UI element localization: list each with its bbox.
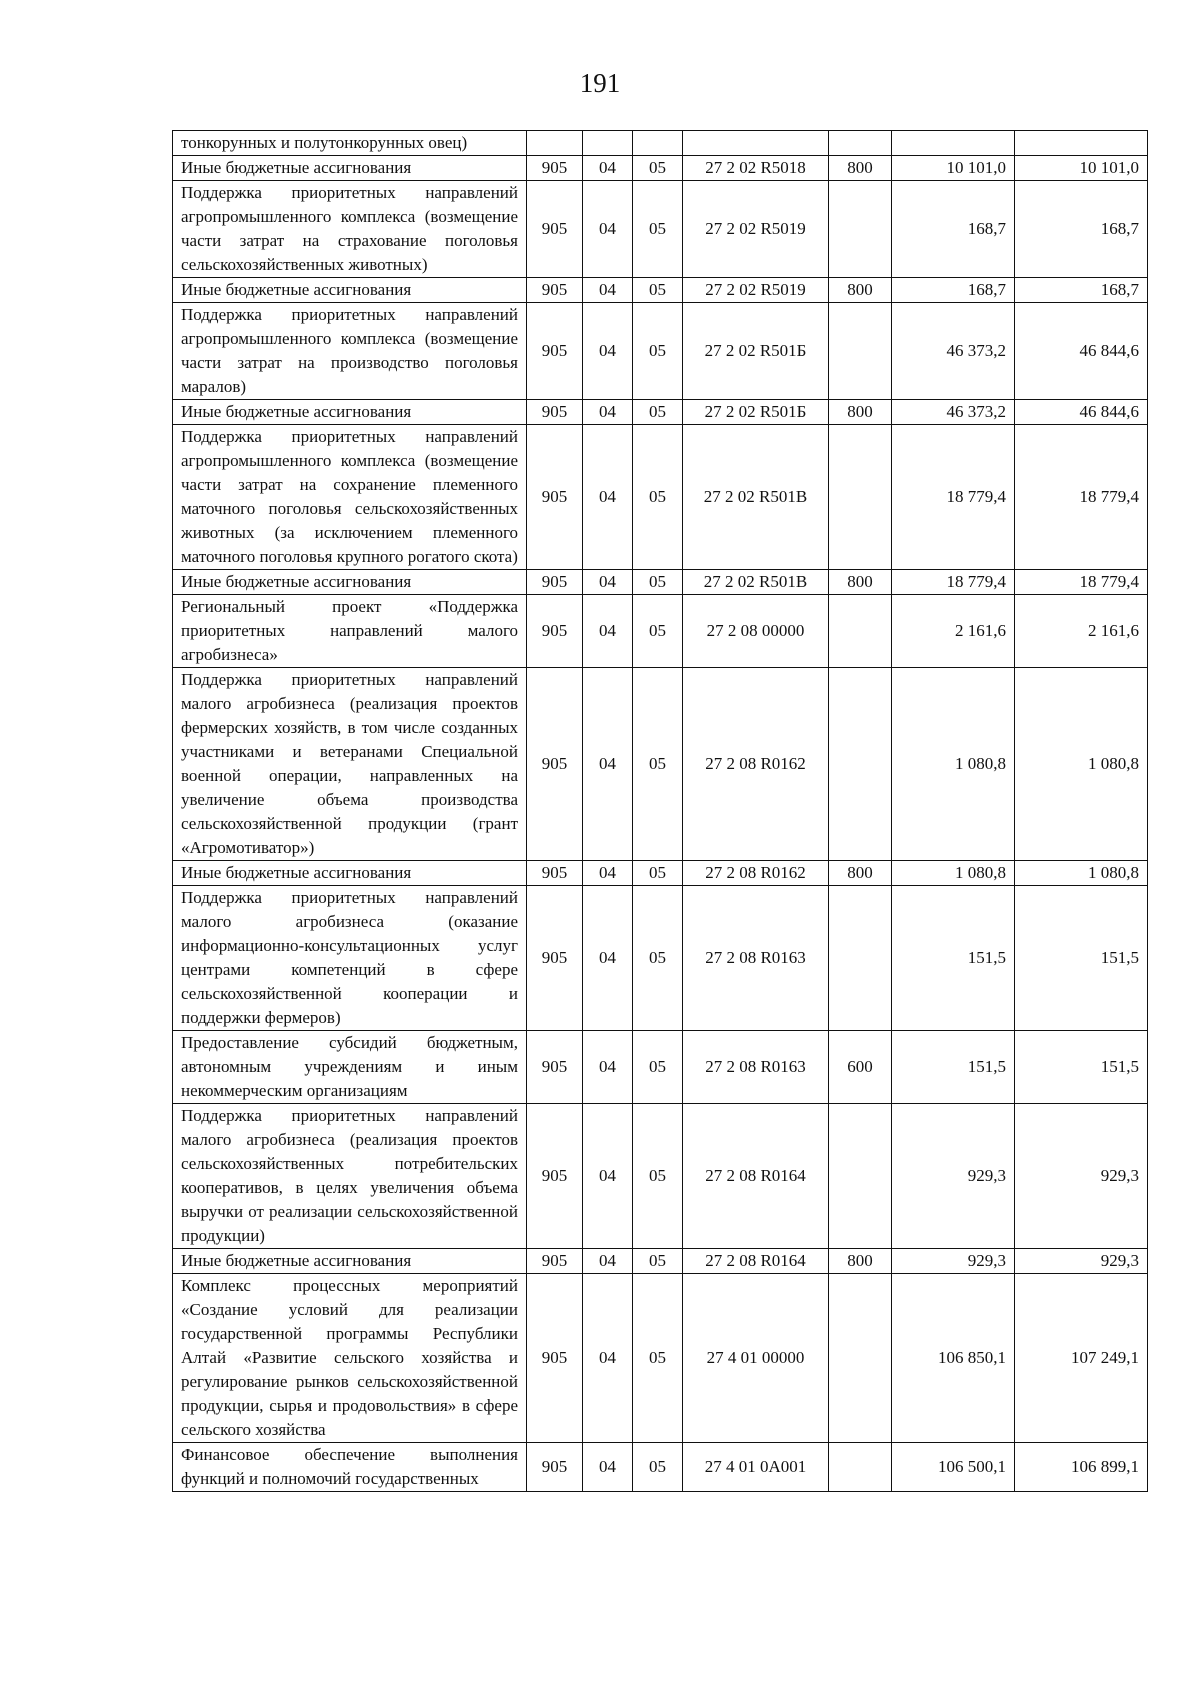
section-code-cell: 04	[583, 1031, 633, 1104]
admin-code-cell: 905	[527, 1031, 583, 1104]
budget-table	[172, 130, 1148, 1492]
table-row	[173, 278, 1148, 303]
target-article-cell: 27 4 01 0А001	[683, 1443, 829, 1492]
section-code-cell: 04	[583, 425, 633, 570]
section-code-cell: 04	[583, 595, 633, 668]
table-row	[173, 861, 1148, 886]
row-name-cell: Поддержка приоритетных направлений малого агробизнеса (реализация проектов сельскохозяйственных потребительских кооперативов, в целях увеличения объема выручки от реализации сельскохозяйственной продукции)	[173, 1104, 527, 1249]
subsection-code-cell: 05	[633, 1249, 683, 1274]
row-name-cell: Комплекс процессных мероприятий «Создание условий для реализации государственной программы Республики Алтай «Развитие сельского хозяйства и регулирование рынков сельскохозяйственной продукции, сырья и продовольствия» в сфере сельского хозяйства	[173, 1274, 527, 1443]
table-row	[173, 400, 1148, 425]
expense-type-cell: 600	[829, 1031, 892, 1104]
admin-code-cell: 905	[527, 1274, 583, 1443]
amount-year1-cell	[892, 131, 1015, 156]
expense-type-cell	[829, 668, 892, 861]
section-code-cell: 04	[583, 861, 633, 886]
subsection-code-cell: 05	[633, 1031, 683, 1104]
section-code-cell: 04	[583, 570, 633, 595]
section-code-cell: 04	[583, 400, 633, 425]
amount-year1-cell: 1 080,8	[892, 668, 1015, 861]
subsection-code-cell: 05	[633, 595, 683, 668]
table-row	[173, 886, 1148, 1031]
target-article-cell: 27 4 01 00000	[683, 1274, 829, 1443]
admin-code-cell	[527, 131, 583, 156]
target-article-cell: 27 2 08 R0164	[683, 1104, 829, 1249]
subsection-code-cell: 05	[633, 278, 683, 303]
row-name-cell: Поддержка приоритетных направлений агропромышленного комплекса (возмещение части затрат на производство поголовья маралов)	[173, 303, 527, 400]
table-row	[173, 668, 1148, 861]
amount-year1-cell: 46 373,2	[892, 303, 1015, 400]
admin-code-cell: 905	[527, 570, 583, 595]
amount-year2-cell: 18 779,4	[1015, 425, 1148, 570]
amount-year1-cell: 46 373,2	[892, 400, 1015, 425]
amount-year2-cell: 10 101,0	[1015, 156, 1148, 181]
expense-type-cell: 800	[829, 278, 892, 303]
subsection-code-cell: 05	[633, 668, 683, 861]
amount-year2-cell: 1 080,8	[1015, 668, 1148, 861]
subsection-code-cell: 05	[633, 886, 683, 1031]
expense-type-cell	[829, 303, 892, 400]
table-row	[173, 1443, 1148, 1492]
section-code-cell: 04	[583, 1443, 633, 1492]
table-row	[173, 1249, 1148, 1274]
section-code-cell: 04	[583, 156, 633, 181]
row-name-cell: Региональный проект «Поддержка приоритетных направлений малого агробизнеса»	[173, 595, 527, 668]
target-article-cell: 27 2 08 R0163	[683, 886, 829, 1031]
row-name-cell: Иные бюджетные ассигнования	[173, 278, 527, 303]
subsection-code-cell: 05	[633, 1274, 683, 1443]
amount-year1-cell: 10 101,0	[892, 156, 1015, 181]
table-row	[173, 595, 1148, 668]
amount-year1-cell: 106 850,1	[892, 1274, 1015, 1443]
amount-year1-cell: 929,3	[892, 1104, 1015, 1249]
section-code-cell: 04	[583, 1104, 633, 1249]
admin-code-cell: 905	[527, 668, 583, 861]
admin-code-cell: 905	[527, 861, 583, 886]
admin-code-cell: 905	[527, 886, 583, 1031]
admin-code-cell: 905	[527, 1249, 583, 1274]
amount-year1-cell: 106 500,1	[892, 1443, 1015, 1492]
amount-year2-cell: 2 161,6	[1015, 595, 1148, 668]
amount-year1-cell: 151,5	[892, 1031, 1015, 1104]
row-name-cell: Поддержка приоритетных направлений агропромышленного комплекса (возмещение части затрат на страхование поголовья сельскохозяйственных животных)	[173, 181, 527, 278]
target-article-cell: 27 2 02 R501В	[683, 570, 829, 595]
row-name-cell: Иные бюджетные ассигнования	[173, 861, 527, 886]
expense-type-cell	[829, 1104, 892, 1249]
target-article-cell	[683, 131, 829, 156]
table-row	[173, 131, 1148, 156]
page-number: 191	[579, 68, 621, 98]
amount-year2-cell: 168,7	[1015, 181, 1148, 278]
expense-type-cell: 800	[829, 861, 892, 886]
admin-code-cell: 905	[527, 1104, 583, 1249]
section-code-cell: 04	[583, 886, 633, 1031]
table-row	[173, 1031, 1148, 1104]
row-name-cell: Предоставление субсидий бюджетным, автономным учреждениям и иным некоммерческим организациям	[173, 1031, 527, 1104]
section-code-cell: 04	[583, 181, 633, 278]
expense-type-cell	[829, 1274, 892, 1443]
table-row	[173, 1104, 1148, 1249]
target-article-cell: 27 2 08 R0163	[683, 1031, 829, 1104]
subsection-code-cell: 05	[633, 1104, 683, 1249]
expense-type-cell	[829, 1443, 892, 1492]
amount-year1-cell: 168,7	[892, 181, 1015, 278]
section-code-cell: 04	[583, 1274, 633, 1443]
admin-code-cell: 905	[527, 1443, 583, 1492]
row-name-cell: Иные бюджетные ассигнования	[173, 156, 527, 181]
amount-year2-cell: 168,7	[1015, 278, 1148, 303]
amount-year2-cell: 1 080,8	[1015, 861, 1148, 886]
row-name-cell: Поддержка приоритетных направлений малого агробизнеса (реализация проектов фермерских хозяйств, в том числе созданных участниками и ветеранами Специальной военной операции, направленных на увеличение объема производства сельскохозяйственной продукции (грант «Агромотиватор»)	[173, 668, 527, 861]
amount-year1-cell: 151,5	[892, 886, 1015, 1031]
section-code-cell	[583, 131, 633, 156]
admin-code-cell: 905	[527, 400, 583, 425]
table-row	[173, 156, 1148, 181]
expense-type-cell	[829, 131, 892, 156]
row-name-cell: Поддержка приоритетных направлений малого агробизнеса (оказание информационно-консультационных услуг центрами компетенций в сфере сельскохозяйственной кооперации и поддержки фермеров)	[173, 886, 527, 1031]
admin-code-cell: 905	[527, 156, 583, 181]
subsection-code-cell	[633, 131, 683, 156]
target-article-cell: 27 2 02 R5019	[683, 181, 829, 278]
subsection-code-cell: 05	[633, 425, 683, 570]
expense-type-cell: 800	[829, 570, 892, 595]
expense-type-cell	[829, 886, 892, 1031]
table-row	[173, 181, 1148, 278]
expense-type-cell: 800	[829, 400, 892, 425]
expense-type-cell	[829, 425, 892, 570]
subsection-code-cell: 05	[633, 303, 683, 400]
expense-type-cell	[829, 181, 892, 278]
admin-code-cell: 905	[527, 303, 583, 400]
target-article-cell: 27 2 02 R5019	[683, 278, 829, 303]
admin-code-cell: 905	[527, 181, 583, 278]
expense-type-cell: 800	[829, 156, 892, 181]
section-code-cell: 04	[583, 1249, 633, 1274]
amount-year1-cell: 2 161,6	[892, 595, 1015, 668]
table-body	[173, 131, 1148, 1492]
subsection-code-cell: 05	[633, 156, 683, 181]
subsection-code-cell: 05	[633, 570, 683, 595]
subsection-code-cell: 05	[633, 861, 683, 886]
table-row	[173, 570, 1148, 595]
target-article-cell: 27 2 02 R501Б	[683, 303, 829, 400]
amount-year2-cell: 929,3	[1015, 1104, 1148, 1249]
target-article-cell: 27 2 08 00000	[683, 595, 829, 668]
subsection-code-cell: 05	[633, 400, 683, 425]
row-name-cell: Поддержка приоритетных направлений агропромышленного комплекса (возмещение части затрат на сохранение племенного маточного поголовья сельскохозяйственных животных (за исключением племенного маточного поголовья крупного рогатого скота)	[173, 425, 527, 570]
row-name-cell: тонкорунных и полутонкорунных овец)	[173, 131, 527, 156]
section-code-cell: 04	[583, 303, 633, 400]
admin-code-cell: 905	[527, 425, 583, 570]
row-name-cell: Иные бюджетные ассигнования	[173, 400, 527, 425]
target-article-cell: 27 2 08 R0164	[683, 1249, 829, 1274]
amount-year2-cell: 46 844,6	[1015, 400, 1148, 425]
table-row	[173, 303, 1148, 400]
target-article-cell: 27 2 02 R501Б	[683, 400, 829, 425]
expense-type-cell	[829, 595, 892, 668]
row-name-cell: Финансовое обеспечение выполнения функций и полномочий государственных	[173, 1443, 527, 1492]
row-name-cell: Иные бюджетные ассигнования	[173, 570, 527, 595]
table-row	[173, 1274, 1148, 1443]
section-code-cell: 04	[583, 668, 633, 861]
table-row	[173, 425, 1148, 570]
target-article-cell: 27 2 08 R0162	[683, 861, 829, 886]
amount-year2-cell: 106 899,1	[1015, 1443, 1148, 1492]
amount-year2-cell	[1015, 131, 1148, 156]
admin-code-cell: 905	[527, 278, 583, 303]
amount-year1-cell: 929,3	[892, 1249, 1015, 1274]
amount-year2-cell: 151,5	[1015, 1031, 1148, 1104]
amount-year2-cell: 107 249,1	[1015, 1274, 1148, 1443]
amount-year2-cell: 151,5	[1015, 886, 1148, 1031]
amount-year2-cell: 929,3	[1015, 1249, 1148, 1274]
row-name-cell: Иные бюджетные ассигнования	[173, 1249, 527, 1274]
amount-year1-cell: 1 080,8	[892, 861, 1015, 886]
target-article-cell: 27 2 08 R0162	[683, 668, 829, 861]
amount-year1-cell: 18 779,4	[892, 425, 1015, 570]
subsection-code-cell: 05	[633, 181, 683, 278]
subsection-code-cell: 05	[633, 1443, 683, 1492]
amount-year1-cell: 18 779,4	[892, 570, 1015, 595]
section-code-cell: 04	[583, 278, 633, 303]
amount-year2-cell: 18 779,4	[1015, 570, 1148, 595]
admin-code-cell: 905	[527, 595, 583, 668]
amount-year2-cell: 46 844,6	[1015, 303, 1148, 400]
target-article-cell: 27 2 02 R5018	[683, 156, 829, 181]
target-article-cell: 27 2 02 R501В	[683, 425, 829, 570]
amount-year1-cell: 168,7	[892, 278, 1015, 303]
expense-type-cell: 800	[829, 1249, 892, 1274]
